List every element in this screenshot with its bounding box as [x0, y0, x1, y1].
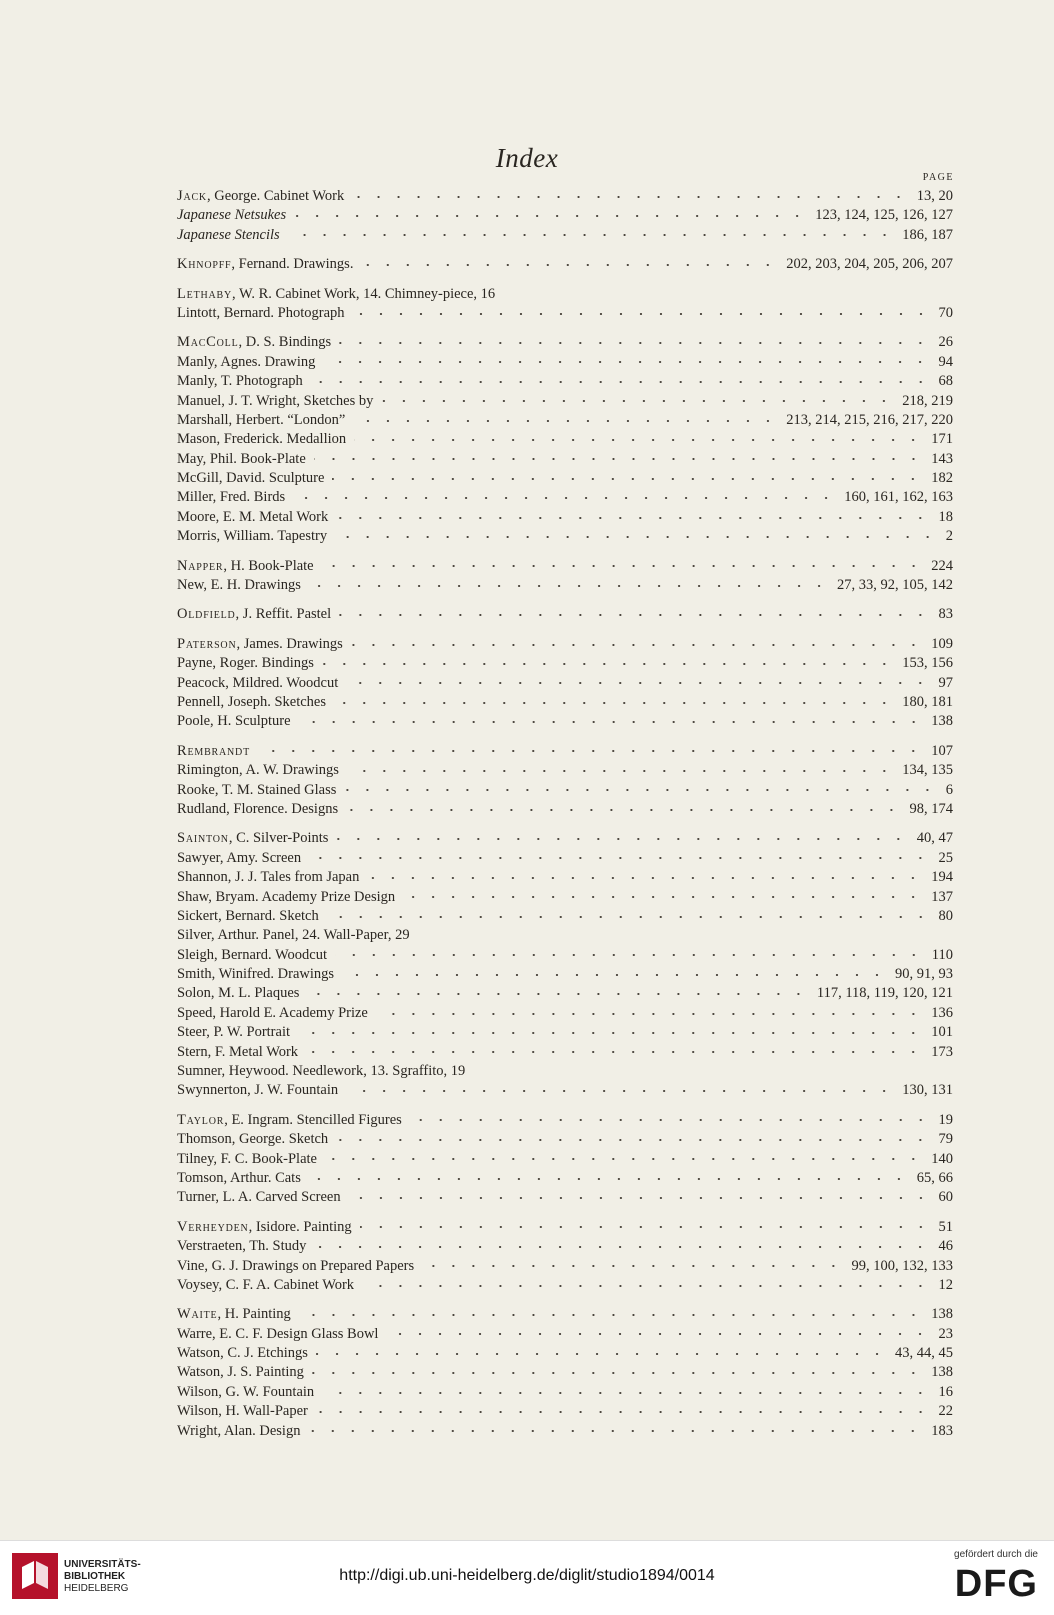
entry-pages: 68: [938, 373, 953, 390]
entry-pages: 23: [938, 1325, 953, 1342]
entry-pages: 183: [931, 1422, 953, 1439]
entry-name: Napper, H. Book-Plate: [177, 557, 314, 574]
entry-pages: 94: [938, 353, 953, 370]
entry-name: Lethaby, W. R. Cabinet Work, 14. Chimney-piece, 16: [177, 285, 496, 302]
index-entry: [177, 226, 953, 245]
index-group: [177, 187, 953, 245]
entry-name: Wright, Alan. Design: [177, 1422, 301, 1439]
index-entry: [177, 1188, 953, 1207]
leader-dots: [376, 1013, 923, 1015]
entry-name: Vine, G. J. Drawings on Prepared Papers: [177, 1257, 415, 1274]
index-entry: [177, 781, 953, 800]
entry-pages: 46: [938, 1238, 953, 1255]
leader-dots: [309, 1178, 909, 1180]
entry-name: Rembrandt: [177, 742, 250, 759]
entry-pages: 19: [938, 1111, 953, 1128]
entry-name: Japanese Netsukes: [177, 207, 287, 224]
leader-dots: [309, 585, 829, 587]
index-entry: [177, 849, 953, 868]
entry-name: Rimington, A. W. Drawings: [177, 762, 339, 779]
index-entry: [177, 965, 953, 984]
entry-name: Silver, Arthur. Panel, 24. Wall-Paper, 29: [177, 927, 410, 944]
entry-pages: 43, 44, 45: [895, 1345, 953, 1362]
index-entry: [177, 392, 953, 411]
index-group: [177, 605, 953, 624]
library-name: UNIVERSITÄTS- BIBLIOTHEK HEIDELBERG: [64, 1559, 141, 1594]
entry-name: Jack, George. Cabinet Work: [177, 188, 345, 204]
entry-pages: 83: [938, 606, 953, 623]
entry-name: Miller, Fred. Birds: [177, 489, 286, 506]
leader-dots: [346, 1090, 894, 1092]
leader-dots: [299, 721, 924, 723]
index-entry: [177, 527, 953, 546]
index-entry: [177, 605, 953, 624]
leader-dots: [347, 770, 894, 772]
entry-name: Turner, L. A. Carved Screen: [177, 1189, 341, 1206]
entry-name: Swynnerton, J. W. Fountain: [177, 1082, 339, 1099]
index-group: [177, 557, 953, 596]
index-entry: [177, 761, 953, 780]
leader-dots: [293, 497, 836, 499]
index-entry: [177, 1081, 953, 1100]
entry-pages: 143: [931, 450, 953, 467]
index-entry: [177, 304, 953, 323]
leader-dots: [381, 400, 894, 402]
index-entry: [177, 1422, 953, 1441]
leader-dots: [386, 1333, 930, 1335]
entry-name: Manly, Agnes. Drawing: [177, 353, 316, 370]
index-entry: [177, 576, 953, 595]
entry-pages: 51: [938, 1218, 953, 1235]
entry-name: MacColl, D. S. Bindings: [177, 334, 332, 351]
leader-dots: [298, 1032, 923, 1034]
index-entry: [177, 333, 953, 352]
leader-dots: [323, 361, 930, 363]
leader-dots: [322, 663, 894, 665]
index-entry: [177, 1402, 953, 1421]
entry-name: Solon, M. L. Plaques: [177, 985, 300, 1002]
index-group: [177, 742, 953, 820]
entry-name: Stern, F. Metal Work: [177, 1043, 299, 1060]
index-entry: [177, 353, 953, 372]
entry-name: Warre, E. C. F. Design Glass Bowl: [177, 1325, 379, 1342]
entry-name: Japanese Stencils: [177, 226, 280, 243]
entry-name: Voysey, C. F. A. Cabinet Work: [177, 1276, 355, 1293]
leader-dots: [349, 1197, 931, 1199]
leader-dots: [334, 702, 894, 704]
entry-name: Verheyden, Isidore. Painting: [177, 1218, 352, 1235]
index-entry: [177, 1325, 953, 1344]
leader-dots: [353, 420, 778, 422]
leader-dots: [342, 974, 887, 976]
entry-name: Rudland, Florence. Designs: [177, 800, 339, 817]
entry-name: Mason, Frederick. Medallion: [177, 431, 347, 448]
index-entry: [177, 1344, 953, 1363]
entry-name: Waite, H. Painting: [177, 1306, 291, 1323]
index-entry: [177, 1023, 953, 1042]
entry-name: Moore, E. M. Metal Work: [177, 508, 329, 525]
index-entry: [177, 654, 953, 673]
entry-name: Thomson, George. Sketch: [177, 1131, 329, 1148]
leader-dots: [344, 789, 937, 791]
entry-pages: 109: [931, 635, 953, 652]
leader-dots: [288, 234, 895, 236]
entry-name: Rooke, T. M. Stained Glass: [177, 781, 337, 798]
entry-pages: 136: [931, 1004, 953, 1021]
leader-dots: [325, 1158, 923, 1160]
entry-name: Paterson, James. Drawings: [177, 635, 343, 652]
entry-name: Speed, Harold E. Academy Prize: [177, 1004, 368, 1021]
leader-dots: [346, 682, 930, 684]
entry-pages: 180, 181: [902, 693, 953, 710]
page-column-header: PAGE: [922, 172, 954, 183]
entry-pages: 12: [938, 1276, 953, 1293]
entry-pages: 16: [938, 1383, 953, 1400]
leader-dots: [309, 857, 930, 859]
footer-bar: [0, 1540, 1054, 1615]
leader-dots: [307, 993, 808, 995]
index-group: [177, 1111, 953, 1208]
index-group: [177, 635, 953, 732]
leader-dots: [299, 1314, 923, 1316]
entry-name: Oldfield, J. Reffit. Pastel: [177, 606, 332, 623]
entry-pages: 6: [945, 781, 953, 798]
index-group: [177, 285, 953, 324]
entry-pages: 138: [931, 1364, 953, 1381]
entry-pages: 22: [938, 1403, 953, 1420]
entry-pages: 80: [938, 907, 953, 924]
index-entry: [177, 635, 953, 654]
index-entry: [177, 1218, 953, 1237]
entry-pages: 70: [938, 304, 953, 321]
entry-name: Poole, H. Sculpture: [177, 713, 291, 730]
entry-name: Watson, C. J. Etchings: [177, 1345, 308, 1362]
leader-dots: [339, 614, 930, 616]
entry-pages: 173: [931, 1043, 953, 1060]
entry-pages: 110: [931, 946, 953, 963]
entry-name: Sickert, Bernard. Sketch: [177, 907, 319, 924]
index-entry: [177, 926, 953, 945]
leader-dots: [367, 877, 923, 879]
entry-name: Sleigh, Bernard. Woodcut: [177, 946, 327, 963]
entry-pages: 65, 66: [916, 1169, 953, 1186]
index-list: [177, 187, 953, 1451]
leader-dots: [322, 1392, 930, 1394]
entry-pages: 138: [931, 713, 953, 730]
index-entry: [177, 1043, 953, 1062]
index-entry: [177, 206, 953, 225]
leader-dots: [258, 750, 923, 752]
leader-dots: [308, 1430, 923, 1432]
index-entry: [177, 712, 953, 731]
entry-pages: 2: [945, 528, 953, 545]
entry-pages: 140: [931, 1150, 953, 1167]
entry-name: Wilson, H. Wall-Paper: [177, 1403, 308, 1420]
index-entry: [177, 1383, 953, 1402]
index-group: [177, 333, 953, 546]
entry-pages: 60: [938, 1189, 953, 1206]
index-entry: [177, 372, 953, 391]
entry-name: Manuel, J. T. Wright, Sketches by: [177, 392, 374, 409]
entry-pages: 218, 219: [902, 392, 953, 409]
index-entry: [177, 693, 953, 712]
leader-dots: [422, 1265, 843, 1267]
leader-dots: [353, 313, 931, 315]
leader-dots: [312, 1372, 923, 1374]
entry-pages: 27, 33, 92, 105, 142: [837, 577, 953, 594]
index-entry: [177, 829, 953, 848]
entry-name: Taylor, E. Ingram. Stencilled Figures: [177, 1111, 402, 1128]
index-entry: [177, 674, 953, 693]
leader-dots: [322, 565, 924, 567]
leader-dots: [336, 517, 930, 519]
index-group: [177, 255, 953, 274]
index-entry: [177, 1169, 953, 1188]
index-entry: [177, 1257, 953, 1276]
leader-dots: [327, 916, 931, 918]
leader-dots: [316, 1353, 887, 1355]
entry-pages: 138: [931, 1306, 953, 1323]
entry-pages: 171: [931, 431, 953, 448]
entry-name: Manly, T. Photograph: [177, 373, 303, 390]
entry-pages: 182: [931, 470, 953, 487]
entry-pages: 99, 100, 132, 133: [851, 1257, 953, 1274]
entry-name: McGill, David. Sculpture: [177, 470, 325, 487]
index-entry: [177, 469, 953, 488]
entry-pages: 25: [938, 849, 953, 866]
entry-pages: 117, 118, 119, 120, 121: [816, 985, 953, 1002]
index-entry: [177, 285, 953, 304]
index-entry: [177, 946, 953, 965]
entry-pages: 153, 156: [902, 655, 953, 672]
entry-name: May, Phil. Book-Plate: [177, 450, 306, 467]
entry-pages: 160, 161, 162, 163: [844, 489, 953, 506]
entry-name: Verstraeten, Th. Study: [177, 1238, 307, 1255]
index-entry: [177, 557, 953, 576]
index-entry: [177, 868, 953, 887]
funder-label: gefördert durch die: [954, 1549, 1038, 1560]
entry-pages: 97: [938, 674, 953, 691]
page-title: Index: [495, 143, 559, 173]
index-entry: [177, 888, 953, 907]
leader-dots: [403, 896, 923, 898]
entry-pages: 186, 187: [902, 226, 953, 243]
entry-name: Tomson, Arthur. Cats: [177, 1169, 301, 1186]
entry-pages: 130, 131: [902, 1082, 953, 1099]
leader-dots: [306, 1051, 923, 1053]
leader-dots: [335, 536, 938, 538]
index-entry: [177, 742, 953, 761]
entry-pages: 137: [931, 888, 953, 905]
entry-pages: 26: [938, 334, 953, 351]
leader-dots: [336, 1139, 930, 1141]
index-entry: [177, 1062, 953, 1081]
index-entry: [177, 1276, 953, 1295]
entry-name: Sawyer, Amy. Screen: [177, 849, 302, 866]
index-entry: [177, 1111, 953, 1130]
entry-name: Steer, P. W. Portrait: [177, 1024, 291, 1041]
entry-name: New, E. H. Drawings: [177, 577, 301, 594]
entry-pages: 194: [931, 869, 953, 886]
index-entry: [177, 411, 953, 430]
entry-name: Pennell, Joseph. Sketches: [177, 693, 327, 710]
leader-dots: [332, 478, 923, 480]
index-entry: [177, 1130, 953, 1149]
index-entry: [177, 488, 953, 507]
entry-name: Sainton, C. Silver-Points: [177, 830, 329, 847]
entry-pages: 213, 214, 215, 216, 217, 220: [786, 411, 953, 428]
dfg-logo: DFG: [954, 1563, 1038, 1605]
index-entry: [177, 907, 953, 926]
entry-pages: 107: [931, 742, 953, 759]
leader-dots: [352, 196, 909, 198]
index-entry: [177, 187, 953, 206]
source-url-link[interactable]: http://digi.ub.uni-heidelberg.de/diglit/studio1894/0014: [339, 1567, 715, 1584]
leader-dots: [346, 809, 901, 811]
index-entry: [177, 1363, 953, 1382]
leader-dots: [314, 458, 923, 460]
entry-pages: 13, 20: [916, 188, 953, 204]
index-group: [177, 1305, 953, 1441]
entry-pages: 98, 174: [909, 800, 953, 817]
index-group: [177, 1218, 953, 1296]
entry-pages: 90, 91, 93: [895, 966, 953, 983]
leader-dots: [339, 342, 930, 344]
entry-pages: 224: [931, 557, 953, 574]
leader-dots: [360, 1226, 931, 1228]
leader-dots: [294, 215, 807, 217]
entry-name: Shaw, Bryam. Academy Prize Design: [177, 888, 396, 905]
entry-name: Tilney, F. C. Book-Plate: [177, 1150, 317, 1167]
entry-name: Shannon, J. J. Tales from Japan: [177, 869, 360, 886]
entry-name: Sumner, Heywood. Needlework, 13. Sgraffito, 19: [177, 1063, 466, 1080]
index-entry: [177, 800, 953, 819]
index-entry: [177, 1305, 953, 1324]
entry-name: Lintott, Bernard. Photograph: [177, 304, 345, 321]
entry-pages: 18: [938, 508, 953, 525]
entry-pages: 101: [931, 1024, 953, 1041]
leader-dots: [361, 264, 778, 266]
index-entry: [177, 430, 953, 449]
entry-name: Marshall, Herbert. “London”: [177, 411, 346, 428]
entry-pages: 202, 203, 204, 205, 206, 207: [786, 256, 953, 273]
index-entry: [177, 1004, 953, 1023]
entry-pages: 79: [938, 1131, 953, 1148]
leader-dots: [311, 381, 931, 383]
leader-dots: [335, 954, 924, 956]
entry-name: Morris, William. Tapestry: [177, 528, 328, 545]
index-entry: [177, 450, 953, 469]
entry-pages: 134, 135: [902, 762, 953, 779]
leader-dots: [354, 439, 923, 441]
entry-name: Khnopff, Fernand. Drawings.: [177, 256, 354, 273]
leader-dots: [362, 1285, 930, 1287]
leader-dots: [316, 1411, 931, 1413]
entry-pages: 40, 47: [916, 830, 953, 847]
index-entry: [177, 1150, 953, 1169]
entry-pages: 123, 124, 125, 126, 127: [815, 207, 953, 224]
entry-name: Wilson, G. W. Fountain: [177, 1383, 315, 1400]
index-group: [177, 829, 953, 1100]
entry-name: Watson, J. S. Painting: [177, 1364, 304, 1381]
index-entry: [177, 984, 953, 1003]
entry-name: Payne, Roger. Bindings: [177, 655, 314, 672]
entry-name: Smith, Winifred. Drawings: [177, 966, 335, 983]
leader-dots: [336, 838, 908, 840]
index-entry: [177, 255, 953, 274]
index-entry: [177, 508, 953, 527]
leader-dots: [314, 1246, 930, 1248]
leader-dots: [351, 644, 923, 646]
entry-name: Peacock, Mildred. Woodcut: [177, 674, 339, 691]
leader-dots: [410, 1119, 931, 1121]
index-entry: [177, 1237, 953, 1256]
